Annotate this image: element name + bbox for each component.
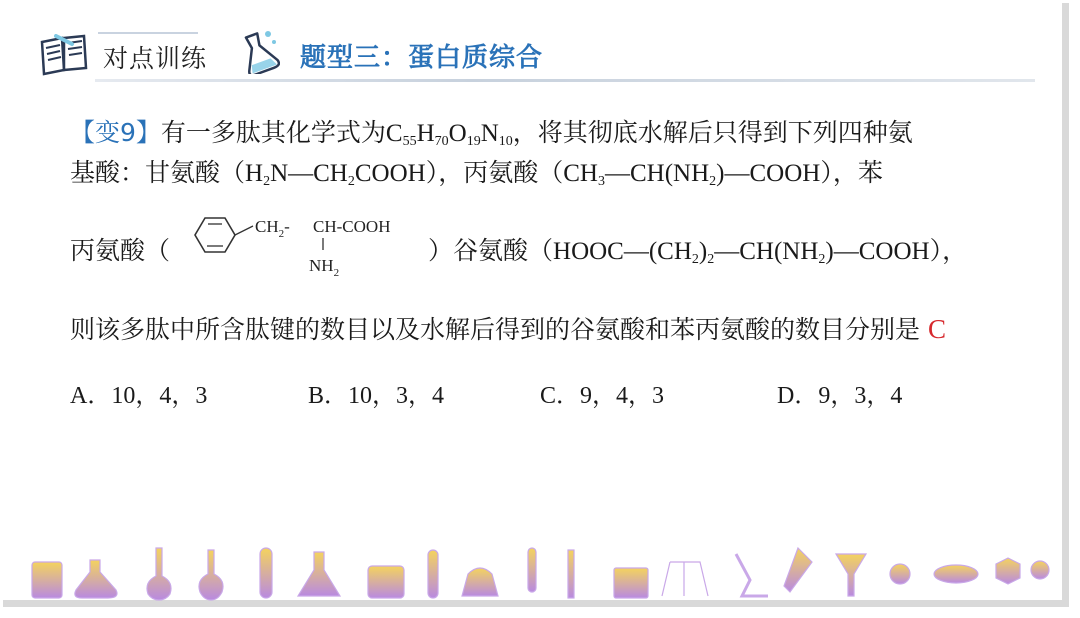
erlenmeyer-flask-icon: [298, 552, 340, 596]
molecule-cluster-icon: [1031, 561, 1049, 579]
section-title: 对点训练: [103, 44, 208, 73]
round-flask-icon: [199, 550, 223, 600]
volumetric-flask-icon: [147, 548, 171, 600]
flask-icon: [238, 28, 280, 74]
polypeptide-formula: $C_{55}H_{70}O_{19}N_{10}$: [385, 120, 513, 149]
alcohol-lamp-icon: [462, 568, 498, 596]
funnel-icon: [836, 554, 866, 596]
microscope-icon: [736, 554, 768, 596]
thermometer-icon: [528, 548, 536, 592]
header-divider: [95, 79, 1035, 82]
header-top-line: [98, 32, 198, 34]
bottle-icon: [368, 566, 404, 598]
glycine-formula: $H_2N—CH_2COOH$: [245, 160, 426, 189]
question-line-3-right: ）谷氨酸$(HOOC—(CH_2)_2—CH(NH_2)—COOH)$，: [428, 236, 968, 267]
beaker-icon: [32, 562, 62, 598]
dropper-icon: [784, 548, 812, 592]
alanine-formula: $CH_3—CH(NH_2)—COOH$: [563, 160, 821, 189]
option-b[interactable]: B．10，3，4: [308, 383, 445, 409]
phenylalanine-structure: [183, 210, 433, 280]
benzene-ring-icon: [996, 558, 1020, 584]
question-line-2: 基酸：甘氨酸$(H_2N—CH_2COOH)$，丙氨酸$(CH_3—CH(NH_2)—COOH)$，苯: [70, 158, 883, 189]
question-tag: 【变9】: [70, 118, 161, 147]
question-line-3-left: 丙氨酸（: [70, 236, 171, 265]
atom-icon: [934, 565, 978, 583]
option-a[interactable]: A．10，4，3: [70, 383, 208, 409]
option-c[interactable]: C．9，4，3: [540, 383, 665, 409]
answer-mark: C: [927, 314, 946, 344]
option-d[interactable]: D．9，3，4: [777, 383, 903, 409]
test-tube-icon: [260, 548, 272, 598]
water-bath-icon: [614, 568, 648, 598]
glutamate-formula: $HOOC—(CH_2)_2—CH(NH_2)—COOH$: [553, 238, 930, 267]
svg-text:CH2-: $CH_2-$: [255, 217, 290, 240]
burette-stand-icon: [568, 550, 574, 598]
svg-text:NH2: $NH_2$: [309, 256, 340, 279]
svg-text:CH-COOH: CH-COOH: [313, 217, 391, 236]
lab-equipment-decoration: [28, 540, 1058, 602]
open-book-icon: [38, 34, 90, 76]
molecule-icon: [890, 564, 910, 584]
tripod-icon: [662, 562, 708, 596]
topic-title: 题型三：蛋白质综合: [300, 43, 544, 73]
question-line-1: 【变9】有一多肽其化学式为$C_{55}H_{70}O_{19}N_{10}$，将其彻底水解后只得到下列四种氨: [70, 118, 913, 149]
distilling-flask-icon: [75, 560, 117, 598]
thin-tube-icon: [428, 550, 438, 598]
slide-frame: [3, 3, 1069, 607]
question-line-4: 则该多肽中所含肽键的数目以及水解后得到的谷氨酸和苯丙氨酸的数目分别是 C: [70, 314, 946, 344]
